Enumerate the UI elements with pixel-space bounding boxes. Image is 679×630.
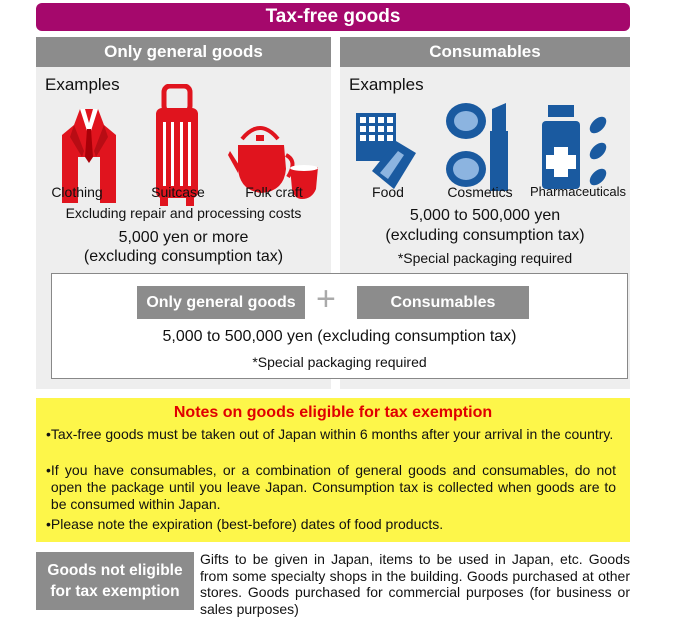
- note-item: [46, 462, 616, 513]
- bullet: •: [46, 462, 51, 478]
- not-eligible-text: Gifts to be given in Japan, items to be used in Japan, etc. Goods from some specialty shops in the building. Goods purchased at other stores. Goods purchased for commercial purposes (for business or sales purposes): [200, 551, 630, 617]
- clothing-caption: Clothing: [51, 184, 103, 200]
- combination-box: [51, 273, 628, 379]
- consumables-packaging: *Special packaging required: [397, 250, 573, 266]
- food-caption: Food: [372, 184, 404, 200]
- consumables-price-line1: 5,000 to 500,000 yen: [409, 207, 561, 224]
- folk-craft-caption: Folk craft: [245, 184, 303, 200]
- not-eligible-line1: Goods not eligible: [47, 562, 183, 579]
- page-title-text: Tax-free goods: [265, 6, 401, 27]
- bullet: •: [46, 516, 51, 532]
- not-eligible-line2: for tax exemption: [50, 583, 180, 600]
- general-excluding-note: Excluding repair and processing costs: [65, 205, 302, 221]
- food-icon: [354, 111, 418, 193]
- not-eligible-label: [36, 552, 194, 610]
- bullet: •: [46, 426, 51, 442]
- suitcase-caption: Suitcase: [151, 184, 205, 200]
- combo-general-tag: Only general goods: [137, 286, 305, 319]
- note-text: Tax-free goods must be taken out of Japan within 6 months after your arrival in the country.: [50, 426, 614, 442]
- pharmaceuticals-icon: [540, 103, 612, 195]
- consumables-heading: Consumables: [340, 37, 630, 67]
- consumables-price-line2: (excluding consumption tax): [385, 227, 585, 244]
- general-goods-heading: Only general goods: [36, 37, 331, 67]
- general-examples-label: Examples: [45, 75, 120, 94]
- notes-title: Notes on goods eligible for tax exemption: [173, 404, 493, 421]
- general-price-line1: 5,000 yen or more: [118, 229, 249, 246]
- combo-price: 5,000 to 500,000 yen (excluding consumption tax): [162, 328, 517, 345]
- combo-packaging: *Special packaging required: [252, 354, 427, 370]
- note-item: [46, 516, 616, 533]
- combo-consumables-tag: Consumables: [357, 286, 529, 319]
- cosmetics-caption: Cosmetics: [447, 184, 513, 200]
- notes-box: [36, 398, 630, 542]
- note-item: [46, 426, 616, 443]
- pharmaceuticals-caption: Pharmaceuticals: [529, 184, 627, 199]
- note-text: If you have consumables, or a combination of general goods and consumables, do not open the package until you leave Japan. Consumption tax is collected when goods are to be consumed within Japan.: [50, 462, 616, 512]
- general-price-line2: (excluding consumption tax): [83, 248, 284, 265]
- note-text: Please note the expiration (best-before) dates of food products.: [50, 516, 444, 532]
- consumables-examples-label: Examples: [349, 75, 424, 94]
- page-title: [36, 3, 630, 31]
- cosmetics-icon: [442, 101, 516, 195]
- plus-icon: +: [316, 280, 336, 318]
